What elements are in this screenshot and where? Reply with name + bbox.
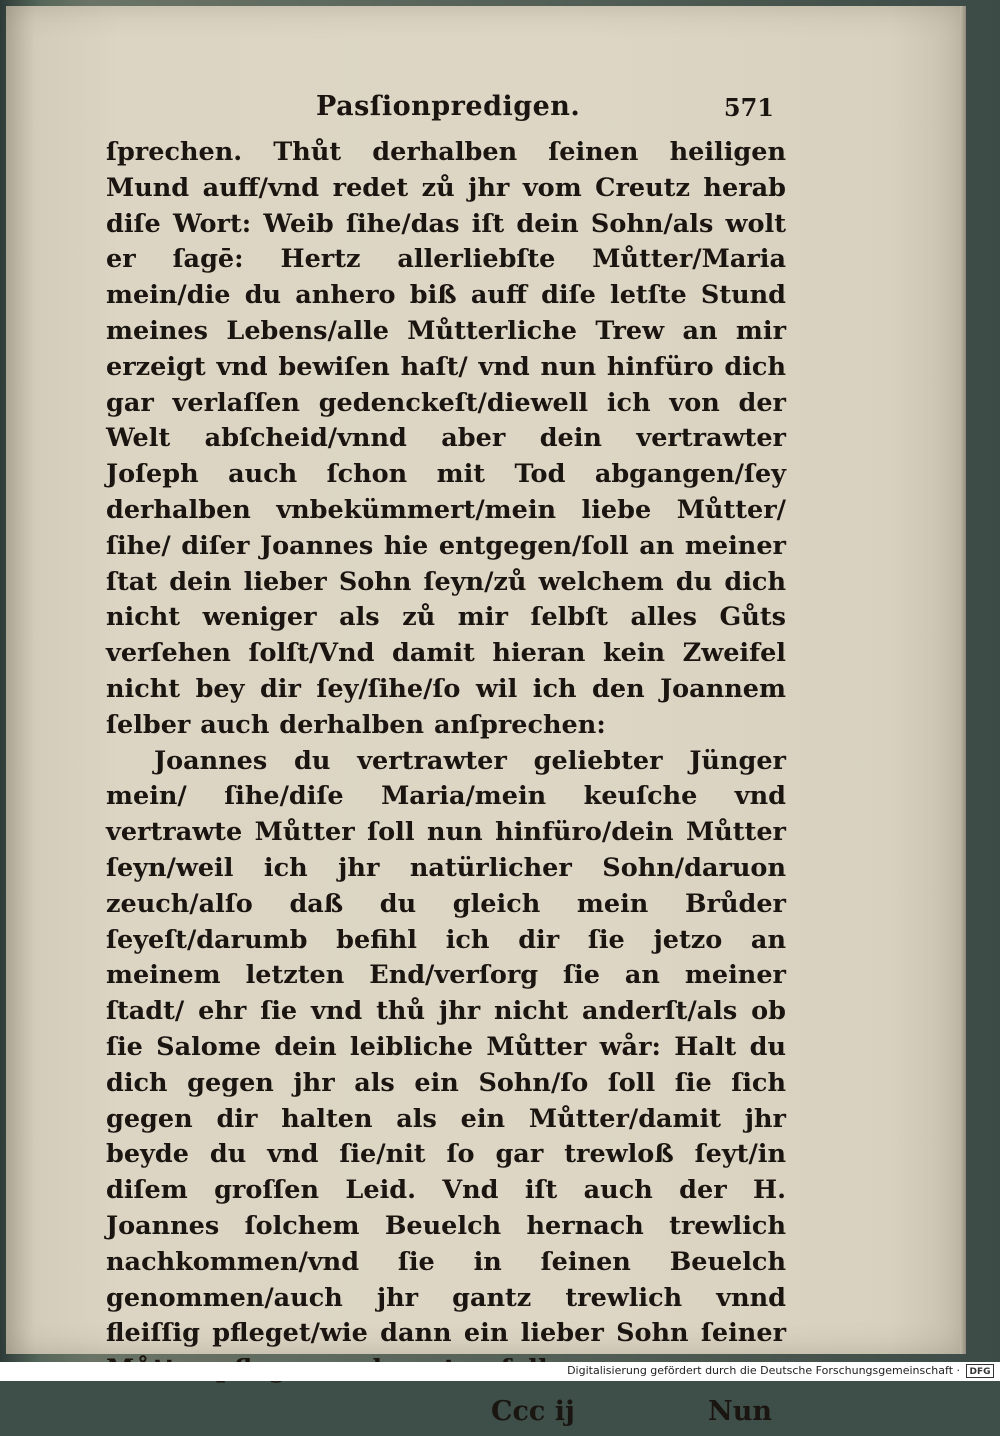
- paragraph-2: Joannes du vertrawter geliebter Jünger mein/ ſihe/diſe Maria/mein keuſche vnd vertrawte Můtter ſoll nun hinfüro/dein Můtter ſeyn/weil ich jhr natürlicher Sohn/daruon zeuch/alſo daß du gleich mein Brůder ſeyeſt/darumb befihl ich dir ſie jetzo an meinem letzten End/verſorg ſie an meiner ſtadt/ ehr ſie vnd thů jhr nicht anderſt/als ob ſie Salome dein leibliche Můtter wår: Halt du dich gegen jhr als ein Sohn/ſo ſoll ſie ſich gegen dir halten als ein Můtter/damit jhr beyde du vnd ſie/nit ſo gar trewloß ſeyt/in diſem groſſen Leid. Vnd iſt auch der H. Joannes ſolchem Beuelch hernach trewlich nachkommen/vnd ſie in ſeinen Beuelch genommen/auch jhr gantz trewlich vnnd fleiſſig pfleget/wie dann ein lieber Sohn ſeiner: [106, 745, 786, 1349]
- page-edge: [960, 6, 966, 1354]
- signature-mark: Ccc ij: [491, 1395, 575, 1427]
- paragraph-1: ſprechen. Thůt derhalben ſeinen heiligen Mund auff/vnd redet zů jhr vom Creutz herab diſe Wort: Weib ſihe/das iſt dein Sohn/als wolt er ſagē: Hertz allerliebſte Můtter/Maria mein/die du anhero biß auff diſe letſte Stund meines Lebens/alle Můtterliche Trew an mir erzeigt vnd bewiſen haſt/ vnd nun hinfüro dich gar verlaſſen gedenckeſt/diewell ich von der Welt abſcheid/vnnd aber dein vertrawter Joſeph auch ſchon mit Tod abgangen/ſey derhalben vnbekümmert/mein liebe Můtter/ſihe/ diſer Joannes hie entgegen/ſoll an meiner ſtat dein lieber Sohn ſeyn/zů welchem du dich nicht weniger als zů mir ſelbſt alles Gůts verſehen ſolſt/Vnd damit hieran kein Zweifel nicht bey dir ſey/ſihe/ſo wil ich den Joannem ſelber auch derhalben anſprechen:: [106, 137, 786, 740]
- footer-strip: [0, 1362, 1000, 1381]
- page-number: 571: [723, 93, 774, 122]
- dfg-credit: Digitalisierung gefördert durch die Deutsche Forschungsgemeinschaft ·: [567, 1364, 960, 1377]
- text-block: [106, 91, 786, 1436]
- running-title: Pasſionpredigen.: [316, 91, 581, 122]
- running-head: [106, 91, 786, 135]
- catchword: Nun: [708, 1395, 772, 1427]
- dfg-logo-icon: DFG: [966, 1364, 994, 1378]
- catch-line: [106, 1396, 786, 1436]
